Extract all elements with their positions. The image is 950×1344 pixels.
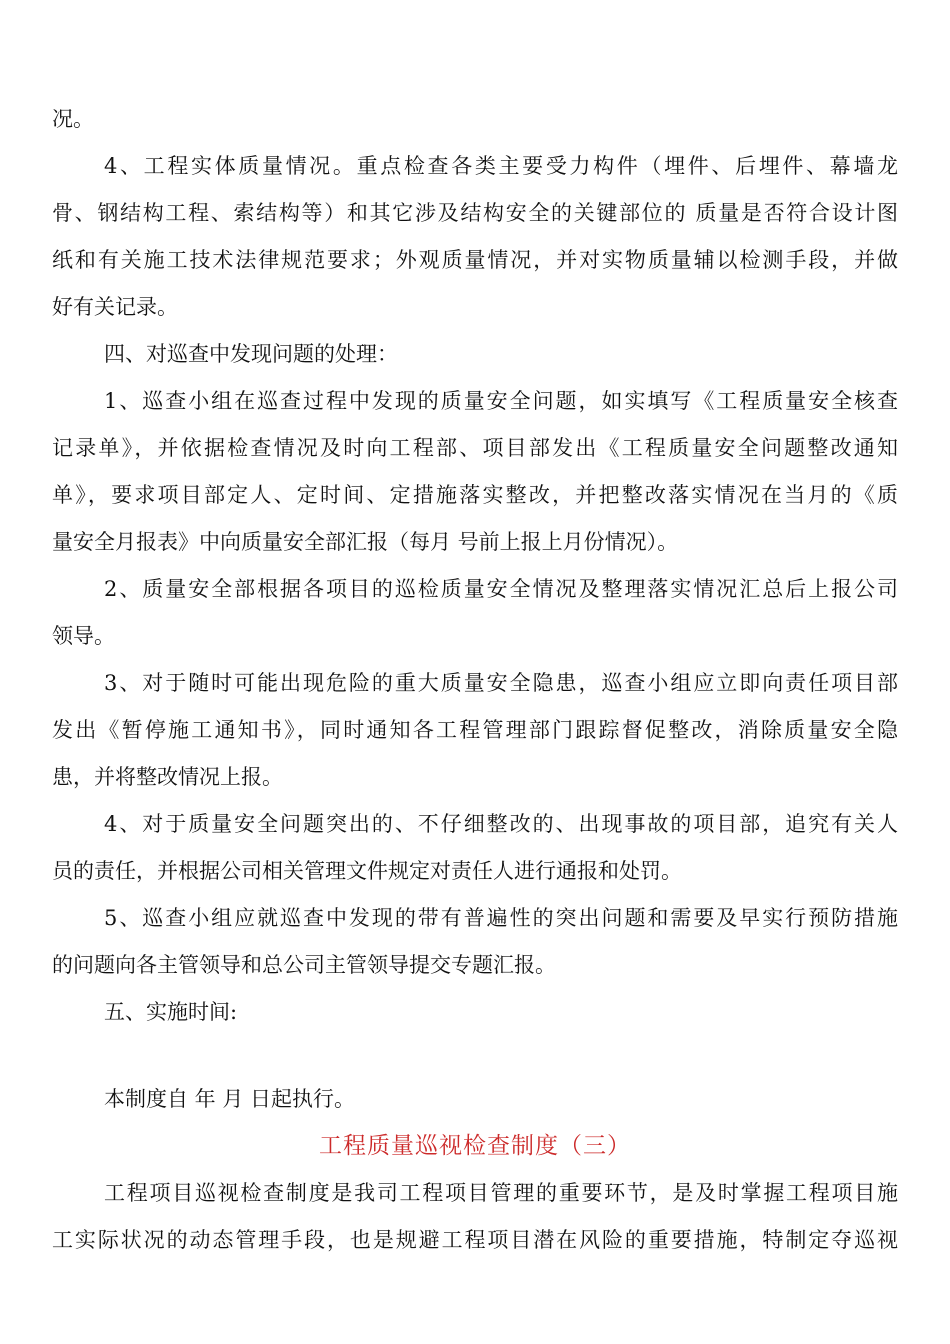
paragraph-line: 量安全月报表》中向质量安全部汇报（每月 号前上报上月份情况）。	[52, 530, 679, 554]
paragraph-line: 4、工程实体质量情况。重点检查各类主要受力构件（埋件、后埋件、幕墙龙	[104, 154, 898, 178]
paragraph-line: 单》，要求项目部定人、定时间、定措施落实整改，并把整改落实情况在当月的《质	[52, 483, 898, 507]
paragraph-line: 工实际状况的动态管理手段，也是规避工程项目潜在风险的重要措施，特制定夺巡视	[52, 1228, 898, 1252]
paragraph-line: 记录单》，并依据检查情况及时向工程部、项目部发出《工程质量安全问题整改通知	[52, 436, 898, 460]
paragraph-line: 本制度自 年 月 日起执行。	[104, 1087, 356, 1111]
paragraph-line: 2、质量安全部根据各项目的巡检质量安全情况及整理落实情况汇总后上报公司	[104, 577, 898, 601]
paragraph-line: 纸和有关施工技术法律规范要求；外观质量情况，并对实物质量辅以检测手段，并做	[52, 248, 898, 272]
section-heading: 五、实施时间:	[104, 1000, 238, 1024]
section-heading: 四、对巡查中发现问题的处理：	[104, 342, 398, 366]
paragraph-line: 3、对于随时可能出现危险的重大质量安全隐患，巡查小组应立即向责任项目部	[104, 671, 898, 695]
paragraph-line: 发出《暂停施工通知书》，同时通知各工程管理部门跟踪督促整改，消除质量安全隐	[52, 718, 898, 742]
paragraph-line: 的问题向各主管领导和总公司主管领导提交专题汇报。	[52, 953, 556, 977]
spacer	[52, 1036, 898, 1076]
paragraph-line: 4、对于质量安全问题突出的、不仔细整改的、出现事故的项目部，追究有关人	[104, 812, 898, 836]
paragraph-line: 1、巡查小组在巡查过程中发现的质量安全问题，如实填写《工程质量安全核查	[104, 389, 898, 413]
paragraph-line: 领导。	[52, 624, 115, 648]
paragraph-line: 工程项目巡视检查制度是我司工程项目管理的重要环节，是及时掌握工程项目施	[104, 1181, 898, 1205]
paragraph-line: 员的责任，并根据公司相关管理文件规定对责任人进行通报和处罚。	[52, 859, 682, 883]
document-page	[52, 96, 898, 1264]
paragraph-line: 骨、钢结构工程、索结构等）和其它涉及结构安全的关键部位的 质量是否符合设计图	[52, 201, 899, 225]
paragraph-line: 况。	[52, 107, 94, 131]
section-title: 工程质量巡视检查制度（三）	[319, 1133, 631, 1159]
paragraph-line: 好有关记录。	[52, 295, 178, 319]
paragraph-line: 5、巡查小组应就巡查中发现的带有普遍性的突出问题和需要及早实行预防措施	[104, 906, 898, 930]
paragraph-line: 患，并将整改情况上报。	[52, 765, 283, 789]
